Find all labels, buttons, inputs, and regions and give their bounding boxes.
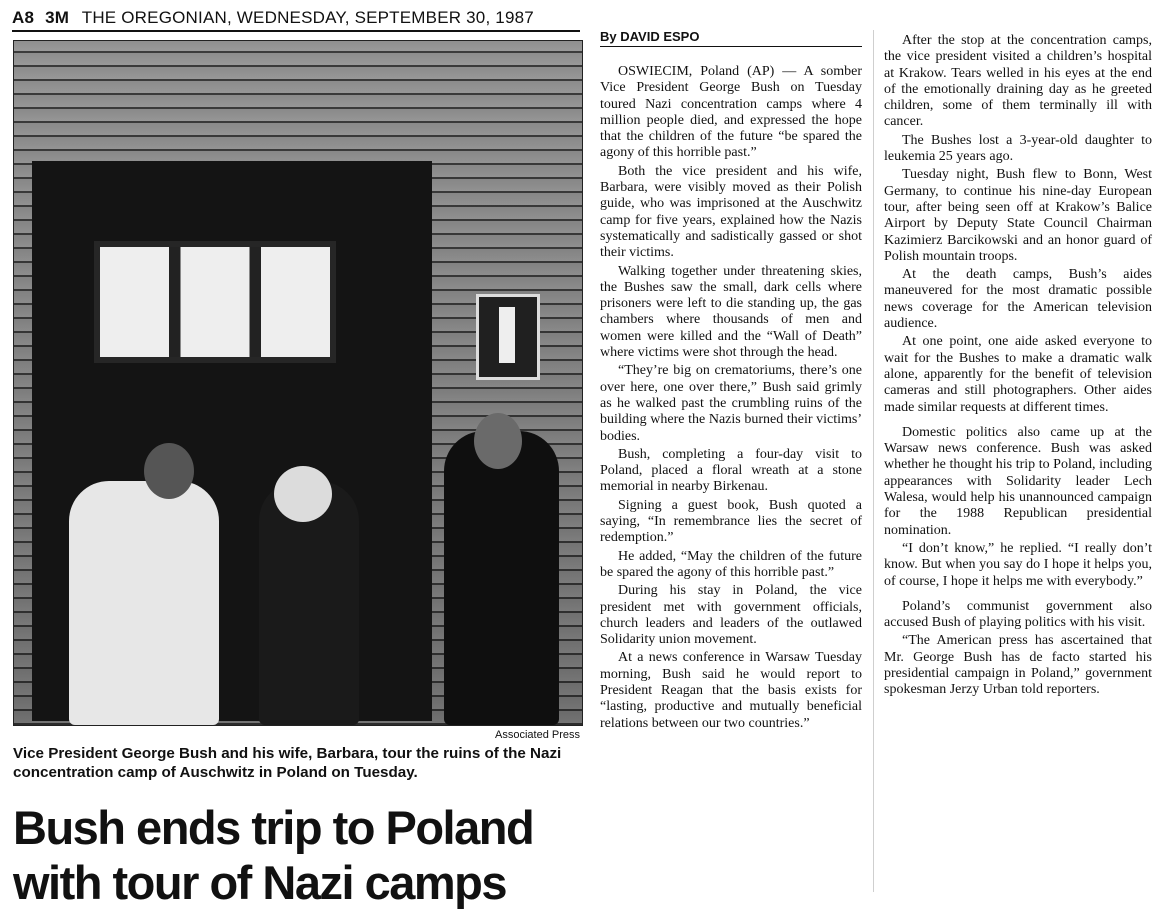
paragraph: Both the vice president and his wife, Barbara, were visibly moved as their Polish guide, who was imprisoned at the Auschwitz camp for five years, explained how the Nazis systematically and sadistically gassed or shot their victims. <box>600 163 862 261</box>
paragraph: Domestic politics also came up at the Warsaw news conference. Bush was asked whether he thought his trip to Poland, including appearances with Solidarity leader Lech Walesa, would help his unannounced campaign for the 1988 Republican presidential nomination. <box>884 424 1152 538</box>
paragraph: OSWIECIM, Poland (AP) — A somber Vice President George Bush on Tuesday toured Nazi concentration camps where 4 million people died, and expressed the hope that the children of the future “be spared the agony of this horrible past.” <box>600 64 862 161</box>
paragraph: Signing a guest book, Bush quoted a saying, “In remembrance lies the secret of redemption.” <box>600 497 862 546</box>
paragraph: At one point, one aide asked everyone to wait for the Bushes to make a dramatic walk alone, apparently for the benefit of television cameras and still photographers. Other aides made similar requests at different times. <box>884 334 1152 415</box>
paragraph: At a news conference in Warsaw Tuesday morning, Bush said he would report to President Reagan that the basis exists for “lasting, productive and mutually beneficial relations between our two countries.” <box>600 650 862 731</box>
photo-credit: Associated Press <box>495 729 580 741</box>
photo-figure-right-head <box>474 413 522 469</box>
photo-figure-center-head <box>274 466 332 522</box>
article-column-1 <box>600 64 862 734</box>
photo-block-sign <box>476 294 540 380</box>
paragraph: The Bushes lost a 3-year-old daughter to leukemia 25 years ago. <box>884 132 1152 165</box>
masthead-title: THE OREGONIAN, WEDNESDAY, SEPTEMBER 30, 1987 <box>81 8 534 27</box>
photo-figure-left-head <box>144 443 194 499</box>
photo-figure-left <box>69 481 219 725</box>
paragraph: Walking together under threatening skies, the Bushes saw the small, dark cells where prisoners were left to die standing up, the gas chambers where thousands of men and women were killed and the “Wall of Death” where victims were shot through the head. <box>600 263 862 361</box>
photo-figure-right <box>444 431 559 725</box>
photo-caption: Vice President George Bush and his wife, Barbara, tour the ruins of the Nazi concentration camp of Auschwitz in Poland on Tuesday. <box>13 745 562 781</box>
news-photo <box>13 40 583 726</box>
paragraph: Poland’s communist government also accused Bush of playing politics with his visit. <box>884 598 1152 631</box>
byline: By DAVID ESPO <box>600 29 862 47</box>
paragraph: He added, “May the children of the future be spared the agony of this horrible past.” <box>600 548 862 580</box>
paragraph: After the stop at the concentration camps, the vice president visited a children’s hospital at Krakow. Tears welled in his eyes at the end of the emotionally draining day as he greeted children, some of them terminally ill with cancer. <box>884 33 1152 130</box>
page-number: A8 <box>12 8 35 27</box>
masthead <box>12 8 580 32</box>
photo-window <box>94 241 336 363</box>
column-divider <box>873 30 874 892</box>
paragraph: During his stay in Poland, the vice president met with government officials, church leaders and leaders of the outlawed Solidarity union movement. <box>600 583 862 648</box>
paragraph: Tuesday night, Bush flew to Bonn, West Germany, to continue his nine-day European tour, after being seen off at Krakow’s Balice Airport by Deputy State Council Chairman Kazimierz Barcikowski and an honor guard of Polish mountain troops. <box>884 167 1152 264</box>
article-column-2 <box>884 33 1152 701</box>
paragraph: “I don’t know,” he replied. “I really don’t know. But when you say do I hope it helps you, of course, I hope it helps me with everybody.” <box>884 540 1152 589</box>
paragraph: “The American press has ascertained that Mr. George Bush has de facto started his presidential campaign in Poland,” government spokesman Jerzy Urban told reporters. <box>884 633 1152 698</box>
paragraph: “They’re big on crematoriums, there’s one over here, one over there,” Bush said grimly as he walked past the crumbling ruins of the building where the Nazis burned their victims’ bodies. <box>600 363 862 444</box>
headline: Bush ends trip to Poland with tour of Nazi camps <box>13 801 534 909</box>
edition-label: 3M <box>45 8 70 27</box>
paragraph: At the death camps, Bush’s aides maneuvered for the most dramatic possible news coverage for the American television audience. <box>884 267 1152 332</box>
paragraph: Bush, completing a four-day visit to Poland, placed a floral wreath at a stone memorial in nearby Birkenau. <box>600 446 862 495</box>
